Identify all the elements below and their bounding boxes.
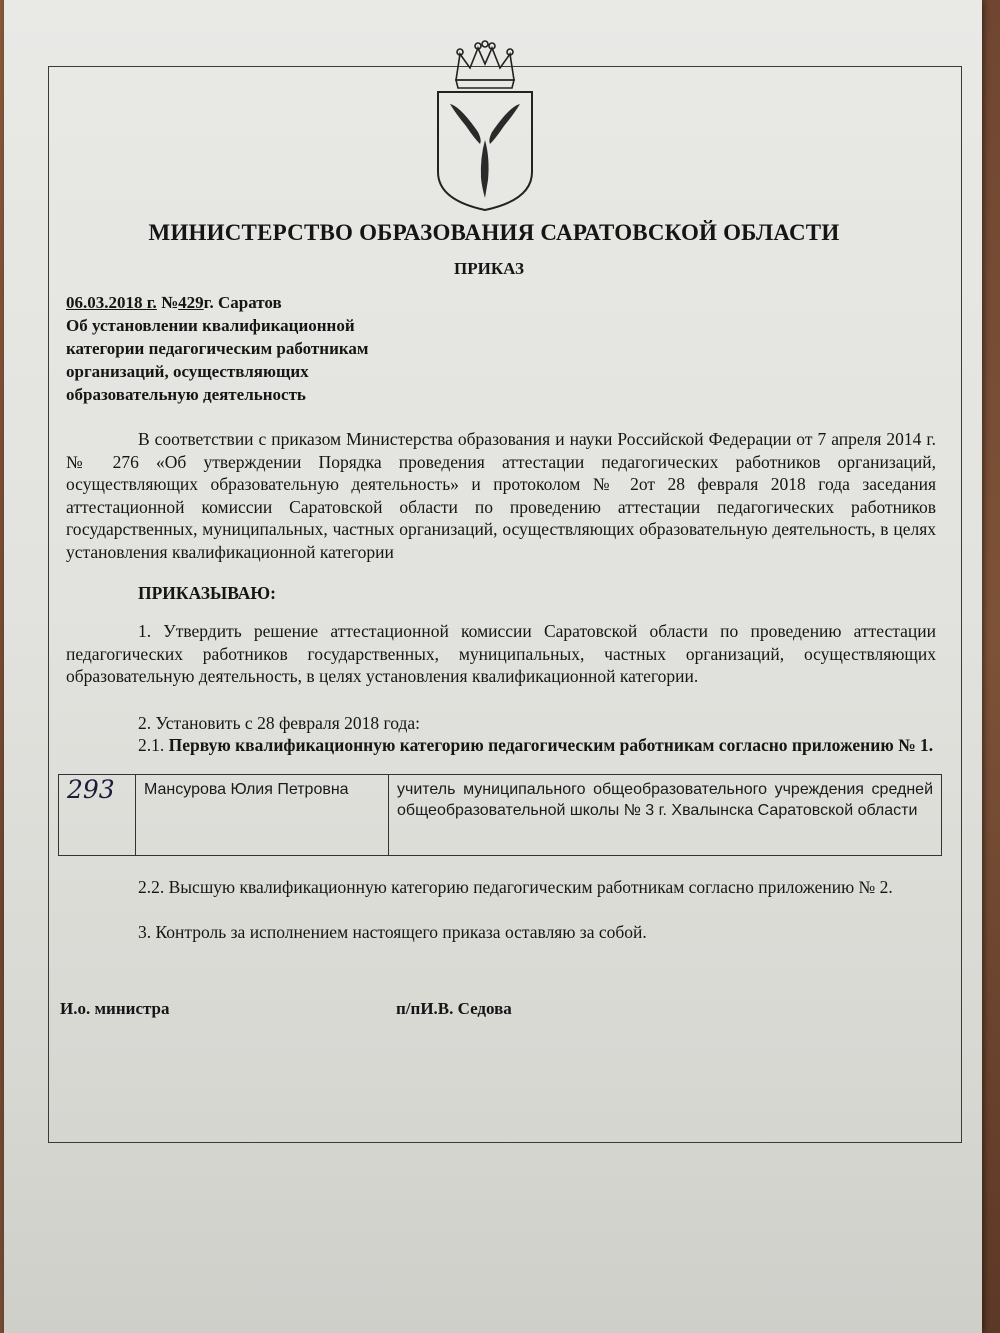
item-2-1-number: 2.1. xyxy=(138,735,169,755)
order-date: 06.03.2018 г. xyxy=(66,293,157,312)
signatory-title: И.о. министра xyxy=(60,999,170,1018)
table-row xyxy=(59,775,942,856)
coat-of-arms-icon xyxy=(430,40,540,212)
item-3-text: 3. Контроль за исполнением настоящего приказа оставляю за собой. xyxy=(138,922,647,942)
order-date-line xyxy=(66,292,282,314)
item-1-text: 1. Утвердить решение аттестационной комиссии Саратовской области по проведению аттестации педагогических работников государственных, муниципальных, частных организаций, осуществляющих образовательную деятельность, в целях установления квалификационной категории. xyxy=(66,621,936,686)
ministry-title: МИНИСТЕРСТВО ОБРАЗОВАНИЯ САРАТОВСКОЙ ОБЛАСТИ xyxy=(148,220,840,245)
preamble-paragraph xyxy=(66,428,936,563)
row-number: 293 xyxy=(59,775,136,856)
prikazyvayu-heading: ПРИКАЗЫВАЮ: xyxy=(138,583,276,603)
item-2-1-text: Первую квалификационную категорию педагогическим работникам согласно приложению № 1. xyxy=(168,735,934,755)
order-subject: Об установлении квалификационной категории педагогическим работникам организаций, осуществляющих образовательную деятельность xyxy=(66,316,369,404)
employee-position: учитель муниципального общеобразовательного учреждения средней общеобразовательной школы № 3 г. Хвалынска Саратовской области xyxy=(389,775,942,856)
item-2-1-line xyxy=(66,734,936,757)
document-type-title: ПРИКАЗ xyxy=(454,259,524,278)
signatory-name: п/пИ.В. Седова xyxy=(396,999,512,1018)
employee-name: Мансурова Юлия Петровна xyxy=(136,775,389,856)
document-sheet xyxy=(4,0,982,1333)
item-2-paragraph xyxy=(66,712,936,735)
item-1-paragraph xyxy=(66,620,936,688)
item-2-text: 2. Установить с 28 февраля 2018 года: xyxy=(138,713,421,733)
order-number-prefix: № xyxy=(156,293,179,312)
preamble-text: В соответствии с приказом Министерства образования и науки Российской Федерации от 7 апреля 2014 г. № 276 «Об утверждении Порядка проведения аттестации педагогических работников организаций, осуществляющих образовательную деятельность» и протоколом № 2от 28 февраля 2018 года заседания аттестационной комиссии Саратовской области по проведению аттестации педагогических работников государственных, муниципальных, частных организаций, осуществляющих образовательную деятельность, в целях установления квалификационной категории xyxy=(66,429,936,562)
order-city: г. Саратов xyxy=(203,293,282,312)
category-table xyxy=(58,774,942,856)
item-3-paragraph xyxy=(66,921,936,944)
item-2-2-text: 2.2. Высшую квалификационную категорию педагогическим работникам согласно приложению № 2. xyxy=(138,877,893,897)
order-number: 429 xyxy=(178,293,204,312)
item-2-1-paragraph xyxy=(66,734,936,757)
item-2-2-paragraph xyxy=(66,876,936,899)
